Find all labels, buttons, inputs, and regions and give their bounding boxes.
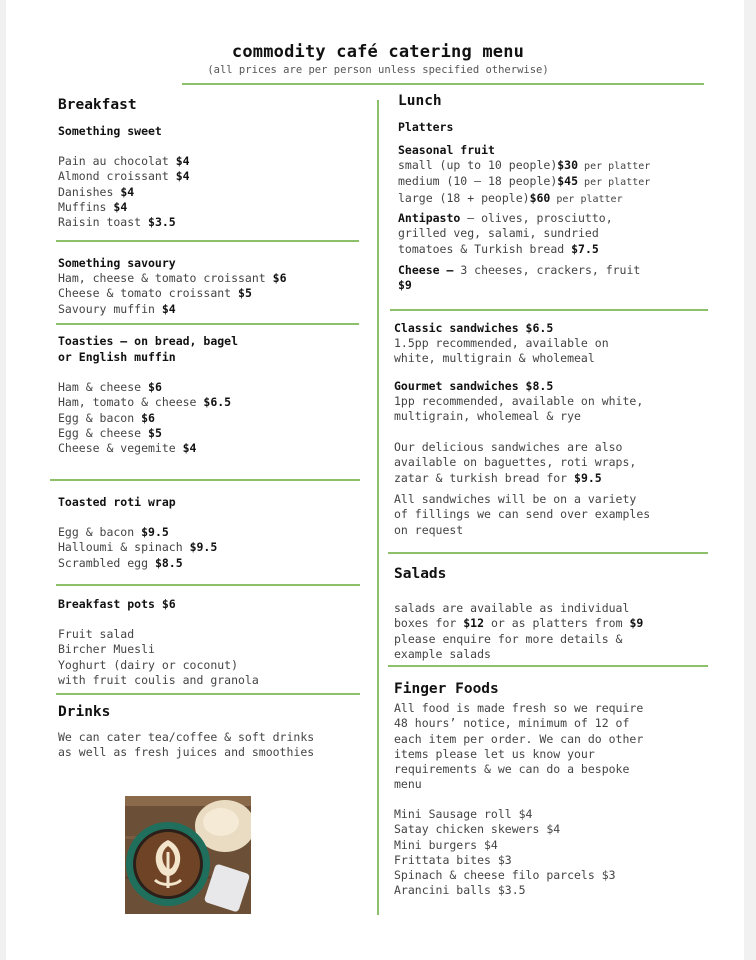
list-item: Egg & bacon $9.5	[58, 525, 169, 539]
roti-list	[58, 525, 217, 571]
list-item: Almond croissant $4	[58, 169, 190, 184]
pots-list	[58, 627, 259, 688]
list-item: Spinach & cheese filo parcels $3	[394, 868, 616, 883]
list-item: Mini Sausage roll $4	[394, 807, 533, 821]
list-item: Fruit salad	[58, 627, 135, 641]
salads-heading: Salads	[394, 566, 447, 582]
section-rule	[56, 240, 359, 242]
lunch-heading: Lunch	[398, 93, 442, 109]
sweet-heading: Something sweet	[58, 124, 162, 138]
list-item: Ham, cheese & tomato croissant $6	[58, 271, 287, 285]
list-item: Yoghurt (dairy or coconut)	[58, 657, 239, 672]
toasties-list	[58, 380, 231, 456]
list-item: Scrambled egg $8.5	[58, 555, 183, 570]
gourmet-sandwiches-heading: Gourmet sandwiches $8.5	[394, 379, 554, 393]
fruit-heading: Seasonal fruit	[398, 143, 495, 157]
sandwich-variety-text: All sandwiches will be on a variety of fillings we can send over examples on request	[394, 492, 651, 537]
list-item: Frittata bites $3	[394, 852, 512, 867]
list-item: Satay chicken skewers $4	[394, 822, 561, 837]
breakfast-heading: Breakfast	[58, 97, 137, 113]
menu-subtitle: (all prices are per person unless specified otherwise)	[207, 64, 549, 76]
list-item: Danishes $4	[58, 184, 135, 199]
section-rule	[390, 309, 708, 311]
section-rule	[388, 665, 708, 667]
finger-foods-text: All food is made fresh so we require 48 hours’ notice, minimum of 12 of each item per order. We can do other items please let us know your requirements & we can do a bespoke menu	[394, 701, 644, 792]
drinks-text: We can cater tea/coffee & soft drinks as well as fresh juices and smoothies	[58, 730, 315, 760]
cheese-item: Cheese – 3 cheeses, crackers, fruit $9	[398, 263, 641, 293]
fruit-prices	[398, 158, 650, 207]
list-item: Arancini balls $3.5	[394, 883, 526, 898]
list-item: Pain au chocolat $4	[58, 154, 190, 168]
list-item: Egg & bacon $6	[58, 410, 155, 425]
coffee-photo	[125, 796, 251, 914]
gourmet-sandwiches-text: 1pp recommended, available on white, multigrain, wholemeal & rye	[394, 394, 644, 424]
list-item: Egg & cheese $5	[58, 425, 162, 440]
coffee-cup-icon	[125, 796, 251, 914]
finger-foods-heading: Finger Foods	[394, 681, 499, 697]
list-item: small (up to 10 people)$30 per platter	[398, 158, 651, 172]
list-item: Mini burgers $4	[394, 837, 498, 852]
roti-heading: Toasted roti wrap	[58, 495, 176, 509]
classic-sandwiches-heading: Classic sandwiches $6.5	[394, 321, 554, 335]
list-item: large (18 + people)$60 per platter	[398, 190, 623, 205]
list-item: with fruit coulis and granola	[58, 672, 259, 687]
column-divider	[377, 100, 379, 915]
finger-foods-list	[394, 807, 616, 899]
list-item: Ham & cheese $6	[58, 380, 162, 394]
list-item: Cheese & tomato croissant $5	[58, 286, 252, 301]
header-rule	[182, 83, 704, 85]
section-rule	[56, 584, 360, 586]
list-item: Muffins $4	[58, 199, 128, 214]
list-item: Savoury muffin $4	[58, 301, 176, 316]
list-item: Bircher Muesli	[58, 642, 155, 657]
section-rule	[388, 552, 708, 554]
list-item: Raisin toast $3.5	[58, 215, 176, 230]
sandwich-options-text: Our delicious sandwiches are also available on baguettes, roti wraps, zatar & turkish bread for $9.5	[394, 440, 637, 485]
classic-sandwiches-text: 1.5pp recommended, available on white, multigrain & wholemeal	[394, 336, 609, 366]
drinks-heading: Drinks	[58, 704, 111, 720]
antipasto-item: Antipasto – olives, prosciutto, grilled veg, salami, sundried tomatoes & Turkish bread $7.5	[398, 211, 613, 256]
list-item: Ham, tomato & cheese $6.5	[58, 395, 232, 410]
menu-title: commodity café catering menu	[231, 42, 525, 62]
toasties-heading: Toasties – on bread, bagel or English muffin	[58, 334, 239, 364]
section-rule	[50, 479, 360, 481]
pots-heading: Breakfast pots $6	[58, 597, 176, 611]
section-rule	[56, 693, 360, 695]
platters-heading: Platters	[398, 120, 454, 134]
sweet-list	[58, 154, 190, 230]
list-item: Halloumi & spinach $9.5	[58, 540, 218, 555]
savoury-heading: Something savoury	[58, 256, 176, 270]
list-item: Cheese & vegemite $4	[58, 441, 197, 456]
section-rule	[56, 323, 359, 325]
savoury-list	[58, 271, 287, 317]
list-item: medium (10 – 18 people)$45 per platter	[398, 174, 651, 189]
salads-text: salads are available as individual boxes for $12 or as platters from $9 please enquire for more details & example salads	[394, 601, 644, 661]
